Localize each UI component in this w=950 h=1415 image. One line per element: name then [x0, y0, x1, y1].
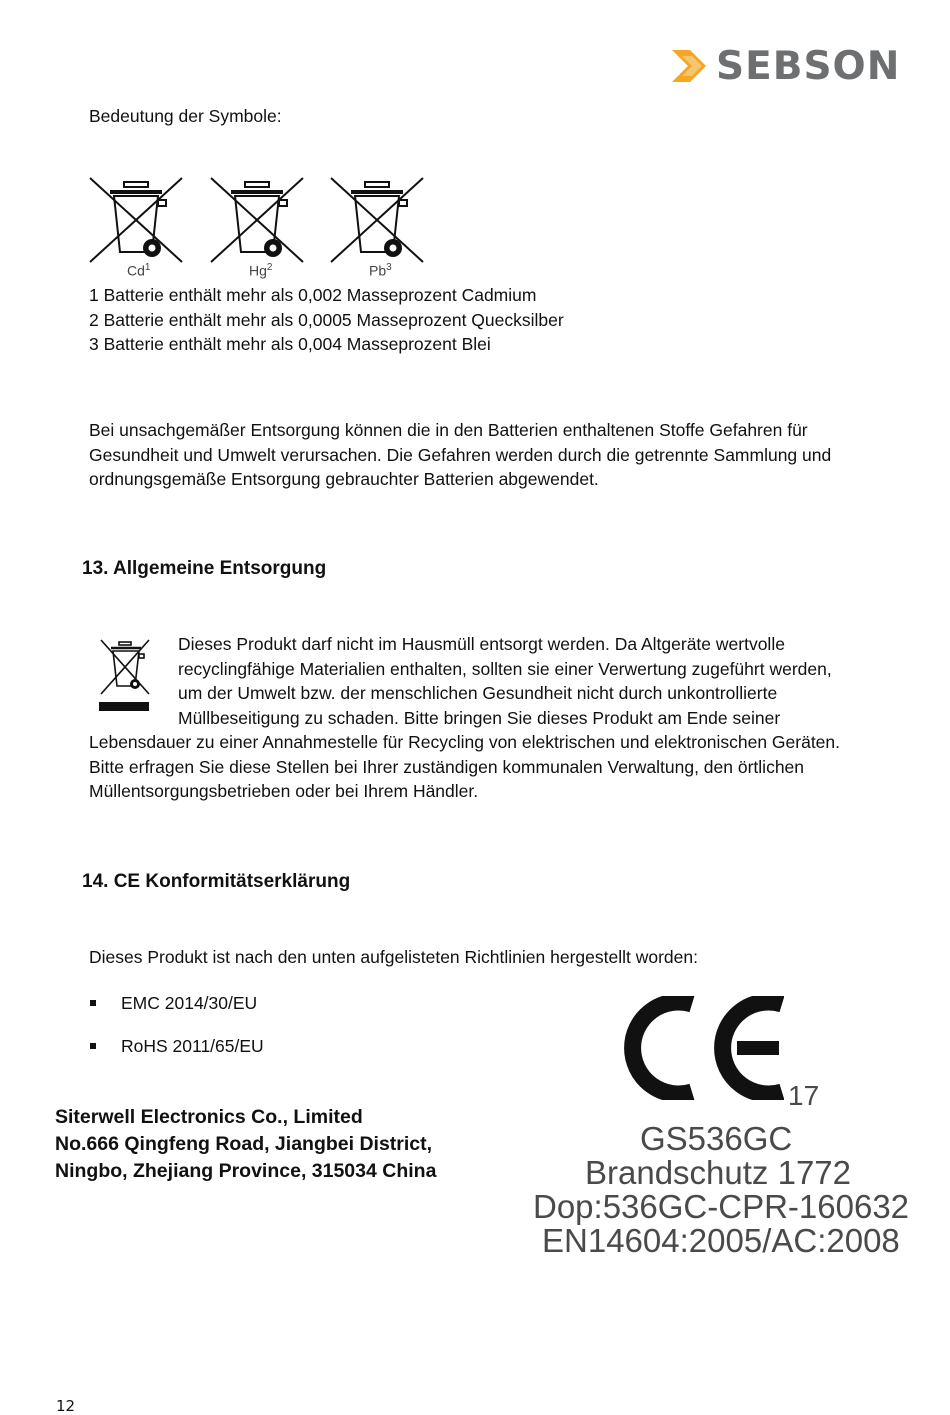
disposal-paragraph-full — [89, 730, 840, 804]
bullet-icon — [90, 1000, 96, 1006]
directive-emc: EMC 2014/30/EU — [121, 993, 258, 1013]
weee-bin-icon — [99, 636, 153, 714]
crossed-bin-icon — [329, 176, 425, 264]
section-14-heading: 14. CE Konformitätserklärung — [82, 871, 351, 892]
address-line: Siterwell Electronics Co., Limited — [55, 1106, 363, 1128]
ce-dop: Dop:536GC-CPR-160632 — [533, 1188, 910, 1225]
battery-warning-paragraph — [89, 418, 831, 492]
symbol-note: 3 Batterie enthält mehr als 0,004 Masseprozent Blei — [89, 334, 491, 354]
ce-intro: Dieses Produkt ist nach den unten aufgelisteten Richtlinien hergestellt worden: — [89, 947, 698, 967]
logo-wordmark: SEBSON — [716, 44, 901, 89]
paragraph-line: um der Umwelt bzw. der menschlichen Gesundheit nicht durch unkontrollierte — [178, 683, 778, 703]
symbol-label-cd: Cd$^1$ — [127, 262, 151, 279]
section-13-heading: 13. Allgemeine Entsorgung — [82, 558, 327, 579]
paragraph-line: Bitte erfragen Sie diese Stellen bei Ihrer zuständigen kommunalen Verwaltung, den örtlichen — [89, 756, 805, 777]
ce-fire-protection: Brandschutz 1772 — [585, 1154, 852, 1191]
paragraph-line: Müllentsorgungsbetrieben oder bei Ihrem Händler. — [89, 781, 479, 801]
directive-rohs: RoHS 2011/65/EU — [121, 1036, 264, 1056]
paragraph-line: ordnungsgemäße Entsorgung gebrauchter Batterien abgewendet. — [89, 469, 599, 489]
paragraph-line: Müllbeseitigung zu schaden. Bitte bringen Sie dieses Produkt am Ende seiner — [178, 707, 781, 728]
symbols-heading: Bedeutung der Symbole: — [89, 106, 282, 126]
ce-year: 17 — [788, 1080, 820, 1111]
paragraph-line: Lebensdauer zu einer Annahmestelle für Recycling von elektrischen und elektronischen Geräten. — [89, 732, 841, 752]
paragraph-line: Dieses Produkt darf nicht im Hausmüll entsorgt werden. Da Altgeräte wertvolle — [178, 634, 785, 654]
ce-model: GS536GC — [640, 1120, 793, 1157]
paragraph-line: Gesundheit und Umwelt verursachen. Die Gefahren werden durch die getrennte Sammlung und — [89, 444, 832, 465]
ce-mark-icon — [622, 996, 784, 1100]
address-line: No.666 Qingfeng Road, Jiangbei District, — [55, 1133, 433, 1155]
address-line: Ningbo, Zhejiang Province, 315034 China — [55, 1160, 437, 1182]
paragraph-line: recyclingfähige Materialien enthalten, sollten sie einer Verwertung zugeführt werden, — [178, 658, 832, 679]
ce-standard: EN14604:2005/AC:2008 — [542, 1222, 900, 1259]
manufacturer-address — [55, 1104, 436, 1185]
page-number: 12 — [56, 1397, 76, 1415]
symbol-notes — [89, 283, 564, 357]
symbol-label-hg: Hg$^2$ — [249, 262, 273, 279]
crossed-bin-icon — [209, 176, 305, 264]
sebson-logo — [668, 46, 900, 88]
symbol-label-pb: Pb$^3$ — [369, 262, 392, 279]
symbol-note: 1 Batterie enthält mehr als 0,002 Masseprozent Cadmium — [89, 285, 537, 305]
logo-chevron-icon — [668, 46, 712, 88]
disposal-paragraph-indented — [178, 632, 832, 730]
bullet-icon — [90, 1043, 96, 1049]
paragraph-line: Bei unsachgemäßer Entsorgung können die in den Batterien enthaltenen Stoffe Gefahren für — [89, 420, 808, 440]
crossed-bin-icon — [88, 176, 184, 264]
symbol-note: 2 Batterie enthält mehr als 0,0005 Masseprozent Quecksilber — [89, 309, 564, 330]
